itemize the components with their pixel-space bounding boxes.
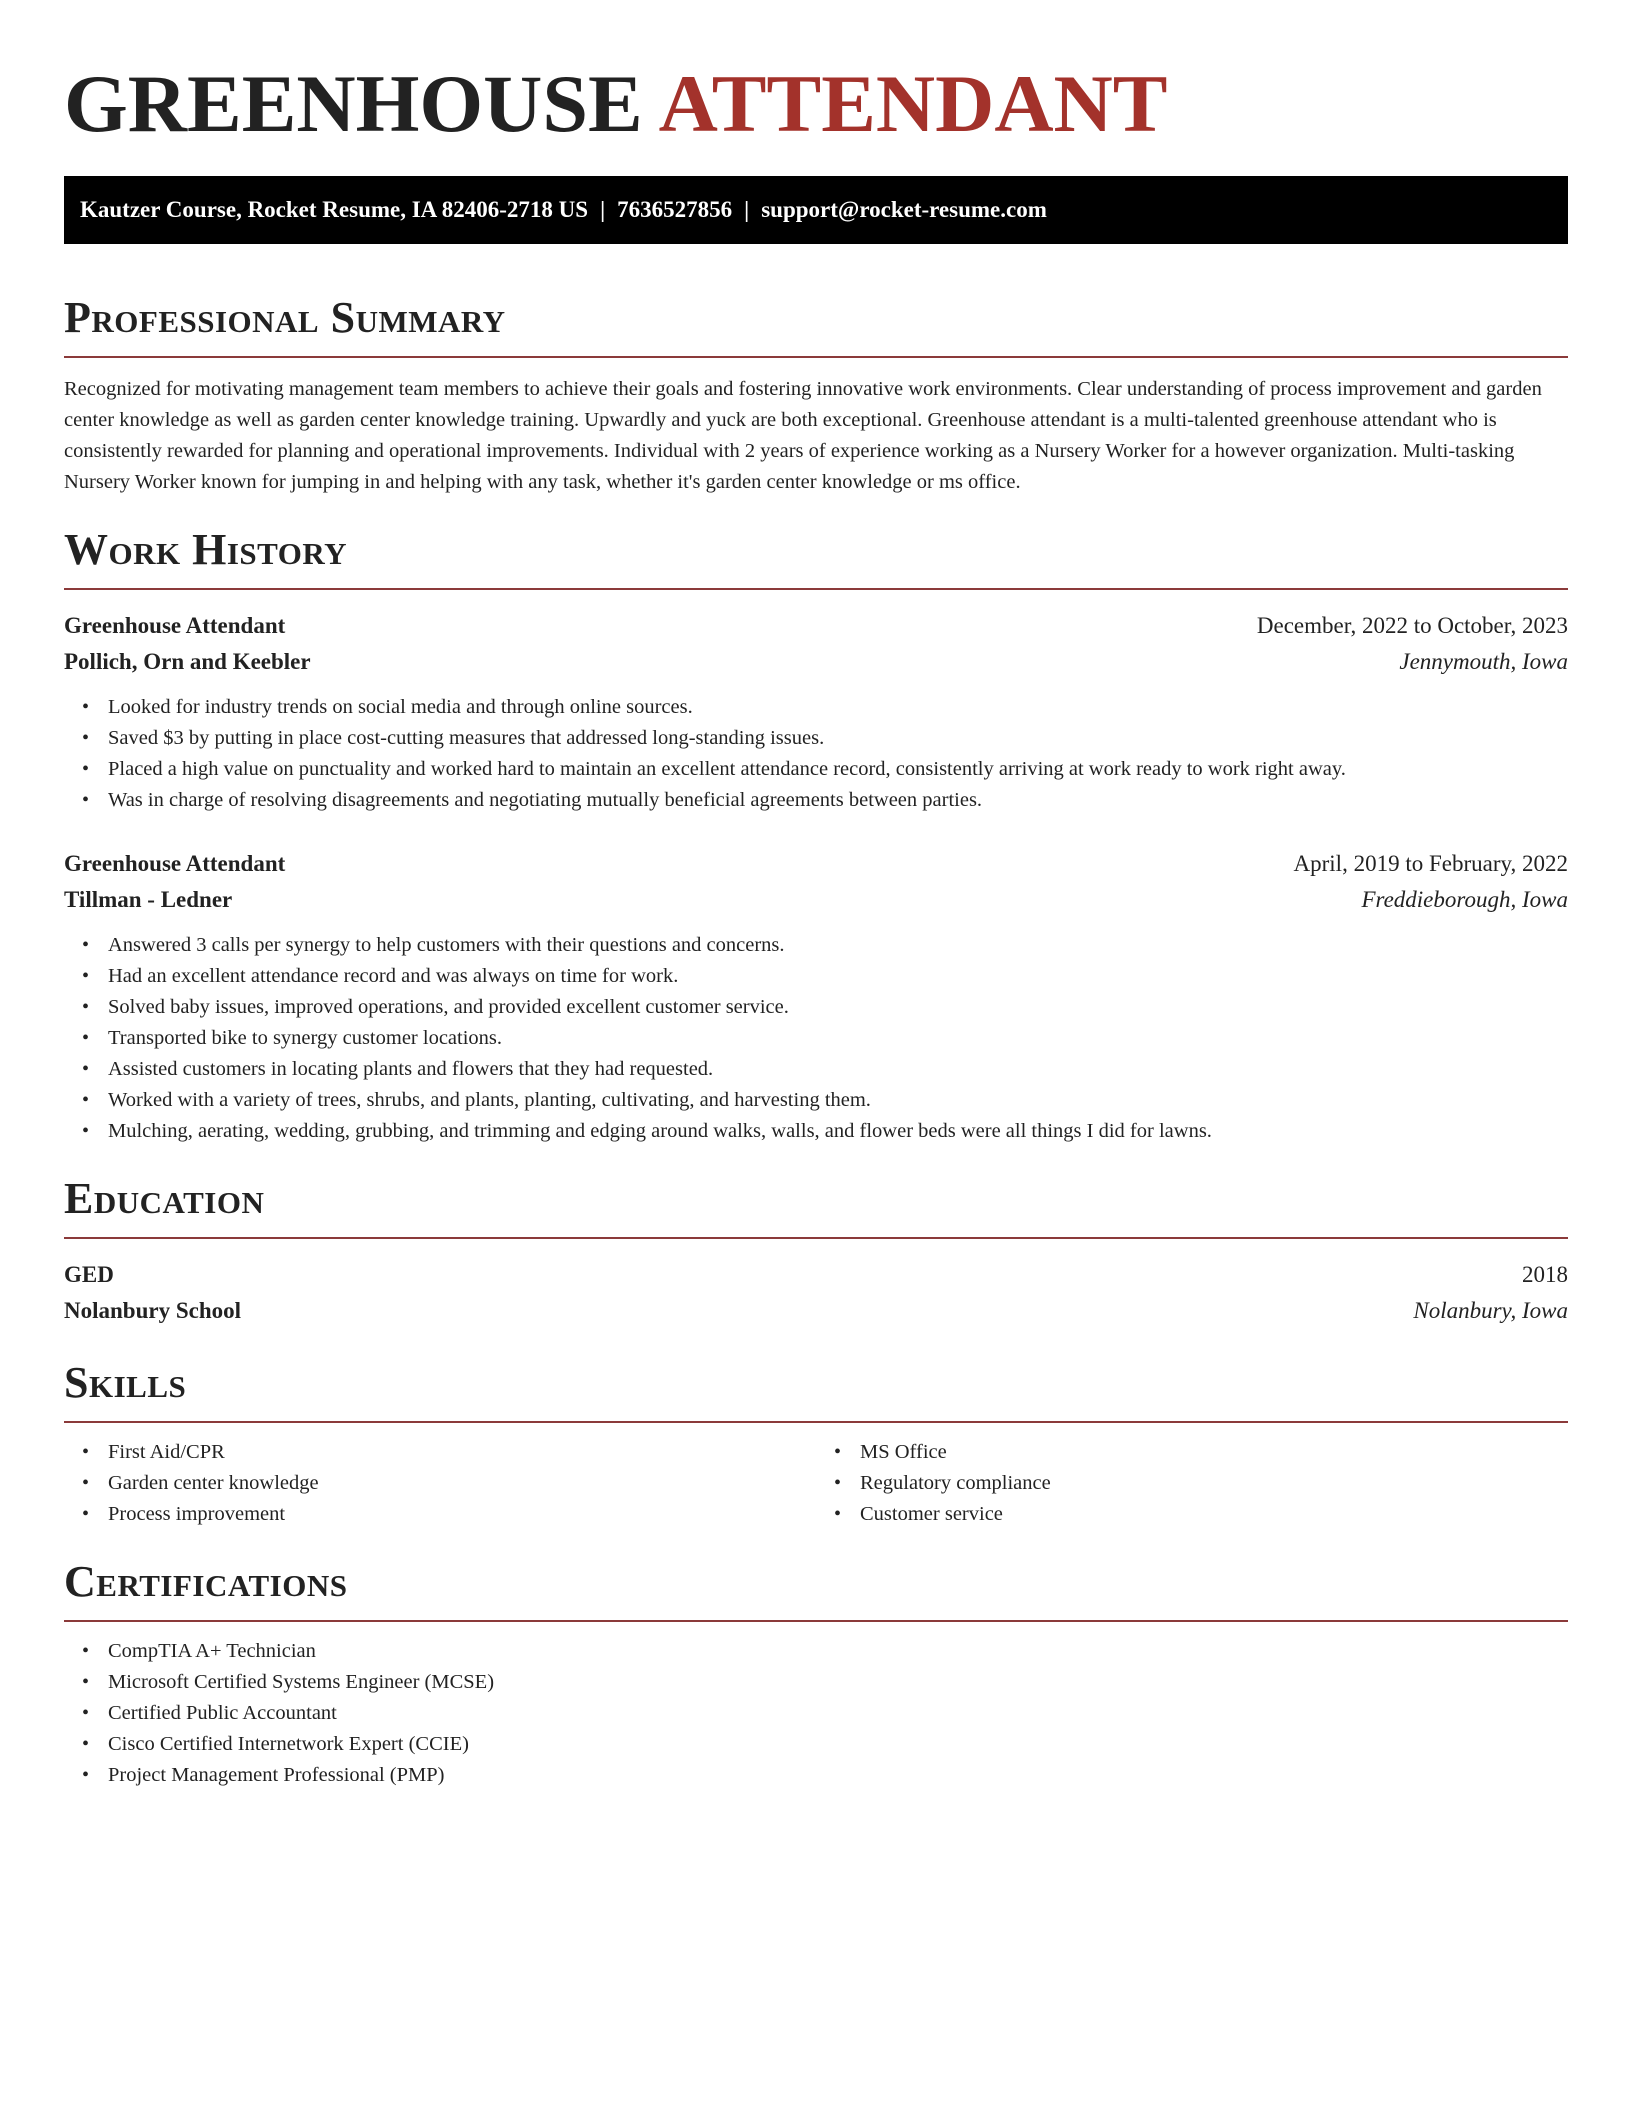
list-item: • Answered 3 calls per synergy to help customers with their questions and concerns. <box>108 930 1568 961</box>
job-location: Freddieborough, Iowa <box>1361 887 1568 912</box>
list-item: • Regulatory compliance <box>860 1468 1568 1499</box>
list-item: • Worked with a variety of trees, shrubs, and plants, planting, cultivating, and harvesting them. <box>108 1085 1568 1116</box>
education-section <box>64 1173 1568 1329</box>
job-title: Greenhouse Attendant <box>64 613 286 638</box>
list-item: • Customer service <box>860 1499 1568 1530</box>
summary-section <box>64 292 1568 498</box>
skills-section <box>64 1357 1568 1530</box>
section-divider <box>64 588 1568 590</box>
section-divider <box>64 356 1568 358</box>
resume-name <box>64 54 1568 154</box>
education-school: Nolanbury School <box>64 1298 242 1323</box>
summary-text: Recognized for motivating management team members to achieve their goals and fostering innovative work environments. Clear understanding of process improvement and garden center knowledge as well as garden center knowledge training. Upwardly and yuck are both exceptional. Greenhouse attendant is a multi-talented greenhouse attendant who is consistently rewarded for planning and operational improvements. Individual with 2 years of experience working as a Nursery Worker for a however organization. Multi-tasking Nursery Worker known for jumping in and helping with any task, whether it's garden center knowledge or ms office. <box>64 378 1542 493</box>
skills-list-right <box>816 1437 1568 1530</box>
name-part2: ATTENDANT <box>658 58 1168 149</box>
education-degree: GED <box>64 1262 114 1287</box>
job-company: Pollich, Orn and Keebler <box>64 649 311 674</box>
job-title: Greenhouse Attendant <box>64 851 286 876</box>
list-item: • Placed a high value on punctuality and worked hard to maintain an excellent attendance record, consistently arriving at work ready to work right away. <box>108 754 1568 785</box>
job-bullets <box>64 930 1568 1147</box>
list-item: • Solved baby issues, improved operations, and provided excellent customer service. <box>108 992 1568 1023</box>
education-entry <box>64 1257 1568 1329</box>
certifications-list <box>64 1636 1568 1791</box>
education-year: 2018 <box>1522 1262 1568 1287</box>
job-dates: April, 2019 to February, 2022 <box>1293 851 1568 876</box>
section-divider <box>64 1421 1568 1423</box>
contact-separator: | <box>744 197 750 222</box>
work-history-title: Work History <box>64 525 348 574</box>
list-item: • Assisted customers in locating plants and flowers that they had requested. <box>108 1054 1568 1085</box>
list-item: • Had an excellent attendance record and was always on time for work. <box>108 961 1568 992</box>
contact-email: support@rocket-resume.com <box>761 197 1047 222</box>
contact-phone: 7636527856 <box>617 197 733 222</box>
education-title: Education <box>64 1174 265 1223</box>
list-item: • First Aid/CPR <box>108 1437 816 1468</box>
list-item: • Looked for industry trends on social media and through online sources. <box>108 692 1568 723</box>
certifications-section <box>64 1556 1568 1791</box>
summary-title: Professional Summary <box>64 293 506 342</box>
list-item: • MS Office <box>860 1437 1568 1468</box>
skills-list-left <box>64 1437 816 1530</box>
list-item: • Cisco Certified Internetwork Expert (CCIE) <box>108 1729 1568 1760</box>
name-part1: GREENHOUSE <box>64 58 643 149</box>
education-subheader <box>64 1293 1568 1329</box>
job-bullets <box>64 692 1568 816</box>
section-divider <box>64 1237 1568 1239</box>
job-subheader <box>64 882 1568 918</box>
education-location: Nolanbury, Iowa <box>1413 1298 1568 1323</box>
work-history-section <box>64 524 1568 1147</box>
list-item: • Garden center knowledge <box>108 1468 816 1499</box>
job-entry <box>64 846 1568 1147</box>
list-item: • CompTIA A+ Technician <box>108 1636 1568 1667</box>
job-dates: December, 2022 to October, 2023 <box>1256 613 1568 638</box>
section-divider <box>64 1620 1568 1622</box>
skills-grid <box>64 1437 1568 1530</box>
list-item: • Process improvement <box>108 1499 816 1530</box>
contact-separator: | <box>600 197 606 222</box>
education-header <box>64 1257 1568 1293</box>
job-entry <box>64 608 1568 816</box>
job-header <box>64 608 1568 644</box>
certifications-title: Certifications <box>64 1557 348 1606</box>
list-item: • Project Management Professional (PMP) <box>108 1760 1568 1791</box>
list-item: • Certified Public Accountant <box>108 1698 1568 1729</box>
skills-title: Skills <box>64 1358 187 1407</box>
contact-bar <box>64 176 1568 244</box>
list-item: • Mulching, aerating, wedding, grubbing, and trimming and edging around walks, walls, and flower beds were all things I did for lawns. <box>108 1116 1568 1147</box>
list-item: • Microsoft Certified Systems Engineer (MCSE) <box>108 1667 1568 1698</box>
list-item: • Saved $3 by putting in place cost-cutting measures that addressed long-standing issues. <box>108 723 1568 754</box>
job-company: Tillman - Ledner <box>64 887 233 912</box>
job-header <box>64 846 1568 882</box>
job-subheader <box>64 644 1568 680</box>
contact-address: Kautzer Course, Rocket Resume, IA 82406-2718 US <box>80 197 589 222</box>
job-location: Jennymouth, Iowa <box>1399 649 1568 674</box>
list-item: • Was in charge of resolving disagreements and negotiating mutually beneficial agreements between parties. <box>108 785 1568 816</box>
list-item: • Transported bike to synergy customer locations. <box>108 1023 1568 1054</box>
